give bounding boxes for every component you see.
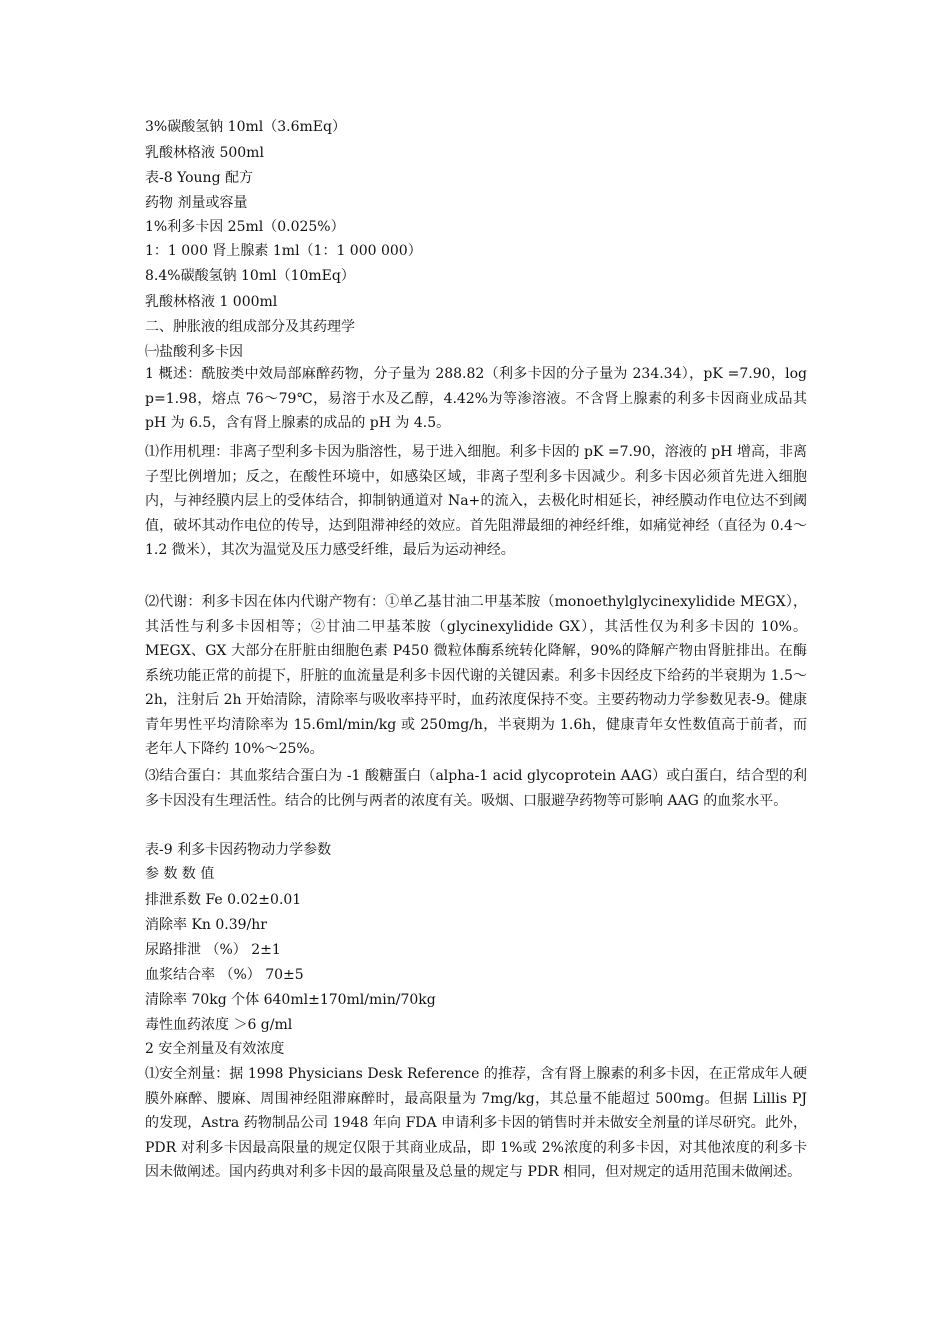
paragraph-safety-dose: ⑴安全剂量：据 1998 Physicians Desk Reference 的推荐，含有肾上腺素的利多卡因，在正常成年人硬膜外麻醉、腰麻、周围神经阻滞麻醉时，最高限量为 7mg/kg，其总量不能超过 500mg。但据 Lillis PJ 的发现，Astra 药物制品公司 1948 年向 FDA 申请利多卡因的销售时并未做安全剂量的详尽研究。此外，PDR 对利多卡因最高限量的规定仅限于其商业成品，即 1%或 2%浓度的利多卡因，对其他浓度的利多卡因未做阐述。国内药典对利多卡因的最高限量及总量的规定与 PDR 相同，但对规定的适用范围未做阐述。 xyxy=(145,1066,807,1180)
text-line: 乳酸林格液 1 000ml xyxy=(145,294,278,310)
text-line: 8.4%碳酸氢钠 10ml（10mEq） xyxy=(145,268,355,284)
table-8-title: 表-8 Young 配方 xyxy=(145,170,253,186)
table-8-header: 药物 剂量或容量 xyxy=(145,195,248,211)
paragraph-overview: 1 概述：酰胺类中效局部麻醉药物，分子量为 288.82（利多卡因的分子量为 234.34），pK =7.90，log p=1.98，熔点 76～79℃，易溶于水及乙醇，4.42%为等渗溶液。不含肾上腺素的利多卡因商业成品其 pH 为 6.5，含有肾上腺素的成品的 pH 为 4.5。 xyxy=(145,366,807,431)
table-9-row: 排泄系数 Fe 0.02±0.01 xyxy=(145,892,302,908)
table-9-row: 毒性血药浓度 ＞6 g/ml xyxy=(145,1017,293,1033)
table-9-header: 参 数 数 值 xyxy=(145,866,215,882)
paragraph-binding: ⑶结合蛋白：其血浆结合蛋白为 -1 酸糖蛋白（alpha-1 acid glycoprotein AAG）或白蛋白，结合型的利多卡因没有生理活性。结合的比例与两者的浓度有关。吸烟、口服避孕药物等可影响 AAG 的血浆水平。 xyxy=(145,768,807,809)
table-9-row: 消除率 Kn 0.39/hr xyxy=(145,917,267,933)
text-line: 1：1 000 肾上腺素 1ml（1：1 000 000） xyxy=(145,243,422,259)
table-9-row: 清除率 70kg 个体 640ml±170ml/min/70kg xyxy=(145,992,436,1008)
text-line: 乳酸林格液 500ml xyxy=(145,145,264,161)
paragraph-metabolism: ⑵代谢：利多卡因在体内代谢产物有：①单乙基甘油二甲基苯胺（monoethylglycinexylidide MEGX），其活性与利多卡因相等；②甘油二甲基苯胺（glycinexylidide GX），其活性仅为利多卡因的 10%。MEGX、GX 大部分在肝脏由细胞色素 P450 微粒体酶系统转化降解，90%的降解产物由肾脏排出。在酶系统功能正常的前提下，肝脏的血流量是利多卡因代谢的关键因素。利多卡因经皮下给药的半衰期为 1.5～2h，注射后 2h 开始清除，清除率与吸收率持平时，血药浓度保持不变。主要药物动力学参数见表-9。健康青年男性平均清除率为 15.6ml/min/kg 或 250mg/h，半衰期为 1.6h，健康青年女性数值高于前者，而老年人下降约 10%～25%。 xyxy=(145,594,807,757)
text-line: 3%碳酸氢钠 10ml（3.6mEq） xyxy=(145,119,346,135)
text-line: 1%利多卡因 25ml（0.025%） xyxy=(145,219,345,235)
table-9-row: 尿路排泄 （%） 2±1 xyxy=(145,942,281,958)
paragraph-mechanism: ⑴作用机理：非离子型利多卡因为脂溶性，易于进入细胞。利多卡因的 pK =7.90，溶液的 pH 增高，非离子型比例增加；反之，在酸性环境中，如感染区域，非离子型利多卡因减少。利多卡因必须首先进入细胞内，与神经膜内层上的受体结合，抑制钠通道对 Na+的流入，去极化时相延长，神经膜动作电位达不到阈值，破坏其动作电位的传导，达到阻滞神经的效应。首先阻滞最细的神经纤维，如痛觉神经（直径为 0.4～1.2 微米），其次为温觉及压力感受纤维，最后为运动神经。 xyxy=(145,444,807,558)
table-9-title: 表-9 利多卡因药物动力学参数 xyxy=(145,842,332,858)
subsection-heading: 2 安全剂量及有效浓度 xyxy=(145,1041,285,1057)
table-9-row: 血浆结合率 （%） 70±5 xyxy=(145,967,304,983)
section-heading: 二、肿胀液的组成部分及其药理学 xyxy=(145,319,355,335)
subsection-heading: ㈠盐酸利多卡因 xyxy=(145,344,243,360)
